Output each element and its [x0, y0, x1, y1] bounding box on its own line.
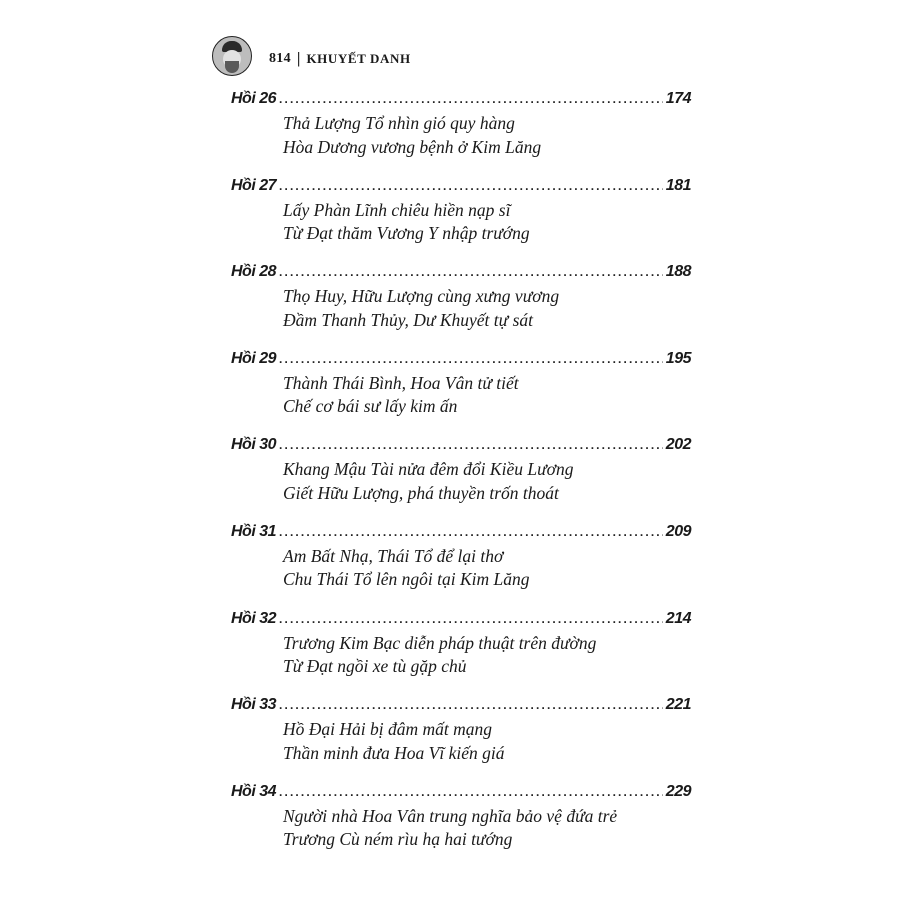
author-portrait-icon: [212, 36, 252, 76]
chapter-subtitle-line: Hồ Đại Hải bị đâm mất mạng: [283, 719, 493, 740]
dot-leader: [279, 612, 663, 626]
chapter-subtitle-line: Người nhà Hoa Vân trung nghĩa bảo vệ đứa trẻ: [283, 805, 618, 826]
chapter-subtitle-line: Khang Mậu Tài nửa đêm đổi Kiều Lương: [283, 459, 574, 480]
chapter-label: Hồi 32: [231, 609, 277, 627]
running-title: KHUYẾT DANH: [306, 51, 411, 66]
toc-entry: [231, 696, 691, 783]
toc-entry-heading: [231, 523, 691, 545]
chapter-subtitle-line: Thọ Huy, Hữu Lượng cùng xưng vương: [283, 286, 560, 307]
chapter-page-number: 174: [665, 90, 691, 107]
dot-leader: [279, 179, 663, 193]
chapter-subtitle-line: Thành Thái Bình, Hoa Vân tử tiết: [283, 372, 519, 393]
dot-leader: [279, 352, 663, 366]
toc-entry: [231, 783, 691, 870]
chapter-page-number: 202: [665, 436, 691, 454]
page-number: 814: [269, 51, 291, 66]
chapter-subtitle-line: Đầm Thanh Thủy, Dư Khuyết tự sát: [283, 309, 533, 330]
chapter-page-number: 221: [665, 696, 691, 714]
dot-leader: [279, 525, 663, 539]
chapter-page-number: 181: [665, 176, 691, 194]
chapter-subtitle-line: Lấy Phàn Lĩnh chiêu hiền nạp sĩ: [283, 199, 511, 220]
chapter-page-number: 195: [665, 349, 691, 367]
chapter-label: Hồi 31: [231, 522, 277, 540]
toc-entry: [231, 436, 691, 523]
toc-entry-heading: [231, 263, 691, 285]
chapter-subtitle-line: Từ Đạt ngồi xe tù gặp chủ: [283, 656, 467, 677]
chapter-subtitle-line: Thần minh đưa Hoa Vĩ kiến giá: [283, 742, 505, 763]
dot-leader: [279, 92, 663, 106]
chapter-label: Hồi 26: [231, 90, 277, 107]
chapter-label: Hồi 28: [231, 263, 277, 281]
chapter-label: Hồi 27: [231, 176, 277, 194]
toc-entry-heading: [231, 436, 691, 458]
dot-leader: [279, 265, 663, 279]
toc-entry: [231, 263, 691, 350]
chapter-subtitle-line: Từ Đạt thăm Vương Y nhập trướng: [283, 223, 530, 244]
toc-entry: [231, 350, 691, 437]
chapter-subtitle-line: Chu Thái Tổ lên ngôi tại Kim Lăng: [283, 569, 530, 590]
toc-entry: [231, 177, 691, 264]
chapter-subtitle-line: Chế cơ bái sư lấy kim ấn: [283, 396, 458, 417]
toc-entry-heading: [231, 90, 691, 112]
toc-entry-heading: [231, 350, 691, 372]
chapter-page-number: 214: [665, 609, 691, 627]
toc-entry: [231, 610, 691, 697]
dot-leader: [279, 698, 663, 712]
dot-leader: [279, 438, 663, 452]
toc-entry-heading: [231, 177, 691, 199]
chapter-label: Hồi 29: [231, 349, 277, 367]
header-separator: |: [296, 50, 301, 67]
chapter-label: Hồi 33: [231, 696, 277, 714]
chapter-subtitle-line: Giết Hữu Lượng, phá thuyền trốn thoát: [283, 482, 559, 503]
chapter-subtitle-line: Thả Lượng Tổ nhìn gió quy hàng: [283, 113, 515, 133]
toc-entry: [231, 523, 691, 610]
chapter-page-number: 229: [665, 782, 691, 800]
chapter-label: Hồi 30: [231, 436, 277, 454]
chapter-page-number: 209: [665, 522, 691, 540]
chapter-page-number: 188: [665, 263, 691, 281]
chapter-subtitle-line: Hòa Dương vương bệnh ở Kim Lăng: [283, 136, 542, 157]
table-of-contents: [231, 90, 691, 869]
toc-entry: [231, 90, 691, 177]
toc-entry-heading: [231, 696, 691, 718]
chapter-subtitle-line: Trương Kim Bạc diễn pháp thuật trên đường: [283, 632, 597, 653]
chapter-subtitle-line: Am Bất Nhạ, Thái Tổ để lại thơ: [283, 545, 504, 566]
dot-leader: [279, 785, 663, 799]
chapter-subtitle-line: Trương Cù ném rìu hạ hai tướng: [283, 829, 513, 850]
chapter-label: Hồi 34: [231, 782, 277, 800]
toc-entry-heading: [231, 783, 691, 805]
page-header: [212, 36, 411, 76]
toc-entry-heading: [231, 610, 691, 632]
